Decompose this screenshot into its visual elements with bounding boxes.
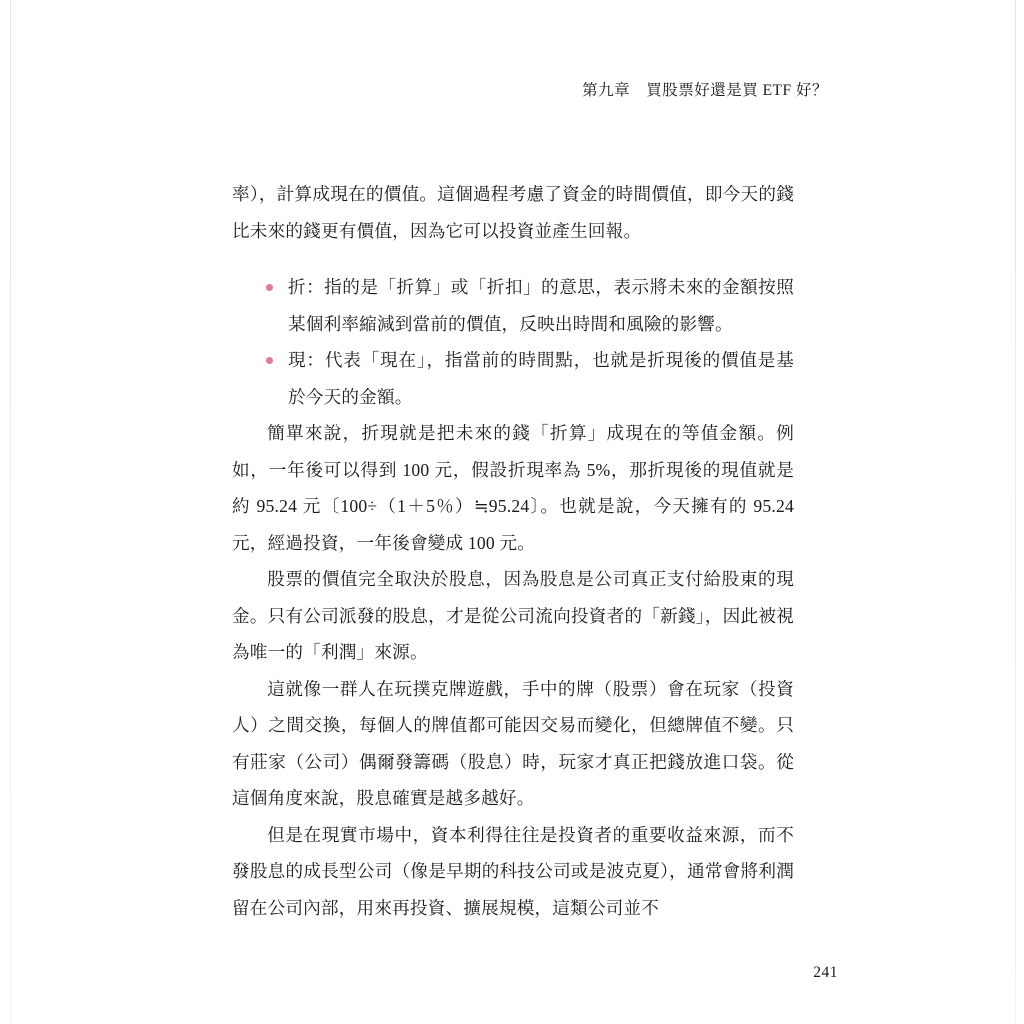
paragraph-3: 股票的價值完全取決於股息，因為股息是公司真正支付給股東的現金。只有公司派發的股息，才是從公司流向投資者的「新錢」，因此被視為唯一的「利潤」來源。: [232, 569, 794, 662]
paragraph-1: 率），計算成現在的價值。這個過程考慮了資金的時間價值，即今天的錢比未來的錢更有價值，因為它可以投資並產生回報。: [232, 184, 794, 241]
list-item-text: 現：代表「現在」，指當前的時間點，也就是折現後的價值是基於今天的金額。: [288, 350, 794, 407]
list-item: [266, 342, 794, 415]
paragraph-2: 簡單來說，折現就是把未來的錢「折算」成現在的等值金額。例如，一年後可以得到 100 元，假設折現率為 5%，那折現後的現值就是約 95.24 元〔100÷（1＋5％）≒95.24〕。也就是說，今天擁有的 95.24 元，經過投資，一年後會變成 100 元。: [232, 423, 794, 553]
bullet-dot-icon: [266, 357, 273, 364]
definition-list: [232, 269, 794, 415]
bullet-dot-icon: [266, 284, 273, 291]
list-item: [266, 269, 794, 342]
chapter-title: 買股票好還是買 ETF 好？: [646, 82, 828, 99]
chapter-number: 第九章: [582, 82, 631, 99]
page-edge-right: [1015, 0, 1016, 1024]
list-item-text: 折：指的是「折算」或「折扣」的意思，表示將未來的金額按照某個利率縮減到當前的價值，反映出時間和風險的影響。: [288, 277, 794, 334]
running-header: [582, 78, 828, 100]
page-number: 241: [813, 964, 838, 981]
page-content: [232, 176, 794, 926]
paragraph-4: 這就像一群人在玩撲克牌遊戲，手中的牌（股票）會在玩家（投資人）之間交換，每個人的牌值都可能因交易而變化，但總牌值不變。只有莊家（公司）偶爾發籌碼（股息）時，玩家才真正把錢放進口袋。從這個角度來說，股息確實是越多越好。: [232, 678, 794, 808]
paragraph-5: 但是在現實市場中，資本利得往往是投資者的重要收益來源，而不發股息的成長型公司（像是早期的科技公司或是波克夏），通常會將利潤留在公司內部，用來再投資、擴展規模，這類公司並不: [232, 824, 794, 918]
page-edge-left: [10, 0, 11, 1024]
